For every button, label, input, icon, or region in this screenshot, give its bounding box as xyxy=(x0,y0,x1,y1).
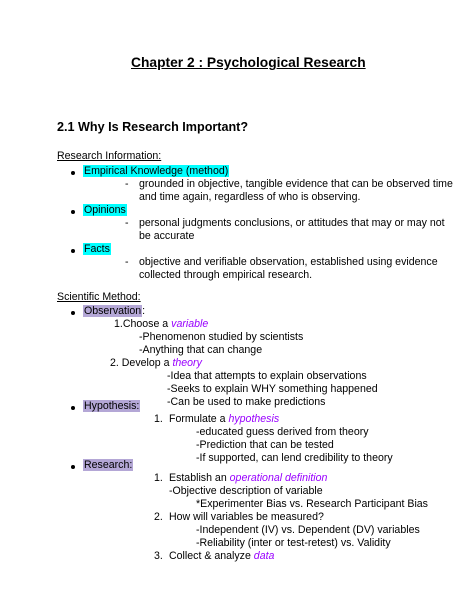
step-line: Formulate a hypothesis xyxy=(169,413,280,425)
definition-line: personal judgments conclusions, or attitudes that may or may not xyxy=(139,217,445,229)
bullet xyxy=(71,171,75,175)
step-line: 2. Develop a theory xyxy=(110,357,202,369)
detail-line: -Idea that attempts to explain observations xyxy=(167,370,367,382)
detail-line: -Prediction that can be tested xyxy=(196,439,334,451)
detail-line: -Objective description of variable xyxy=(169,485,323,497)
term-hypothesis: Hypothesis: xyxy=(84,400,140,412)
section-heading: 2.1 Why Is Research Important? xyxy=(57,120,249,134)
step-number: 3. xyxy=(154,550,163,562)
term-opinions: Opinions xyxy=(84,204,126,216)
bullet xyxy=(71,210,75,214)
detail-line: *Experimenter Bias vs. Research Participant Bias xyxy=(196,498,428,510)
term-empirical-knowledge: Empirical Knowledge (method) xyxy=(84,165,229,177)
detail-line: -Can be used to make predictions xyxy=(167,396,326,408)
keyword-theory: theory xyxy=(172,357,202,369)
term-observation: Observation xyxy=(84,305,142,317)
step-number: 2. xyxy=(154,511,163,523)
detail-line: -Anything that can change xyxy=(139,344,263,356)
step-number: 1. xyxy=(154,472,163,484)
detail-line: -If supported, can lend credibility to theory xyxy=(196,452,393,464)
step-line: Establish an operational definition xyxy=(169,472,328,484)
keyword-hypothesis: hypothesis xyxy=(228,413,280,425)
step-line: How will variables be measured? xyxy=(169,511,324,523)
term-facts: Facts xyxy=(84,243,110,255)
bullet xyxy=(71,311,75,315)
keyword-operational-definition: operational definition xyxy=(229,472,328,484)
dash: - xyxy=(125,256,129,268)
bullet xyxy=(71,465,75,469)
keyword-data: data xyxy=(253,550,275,562)
term-research: Research: xyxy=(84,459,133,471)
detail-line: -Independent (IV) vs. Dependent (DV) variables xyxy=(196,524,420,536)
definition-line: be accurate xyxy=(139,230,195,242)
dash: - xyxy=(125,217,129,229)
bullet xyxy=(71,406,75,410)
research-info-heading: Research Information: xyxy=(57,150,162,162)
step-line: 1.Choose a variable xyxy=(114,318,209,330)
definition-line: collected through empirical research. xyxy=(139,269,313,281)
page-title: Chapter 2 : Psychological Research xyxy=(131,55,366,70)
document-page: Chapter 2 : Psychological Research 2.1 Why Is Research Important? Research Information: Empirical Knowledge (method) - grounded in objective, tangible evidence that can be observed time and time again, regardless of who is observing. Opinions - personal judgments conclusions, or attitudes that may or may not be accurate Facts - objective and verifiable observation, established using evidence collected through empirical research. Scientific Method: Observation: 1.Choose a variable -Phenomenon studied by scientists -Anything that can change 2. Develop a theory -Idea that attempts to explain observations -Seeks to explain WHY something happened -Can be used to make predictions Hypothesis: 1. Formulate a hypothesis -educated guess derived from theory -Prediction that can be tested -If supported, can lend credibility to theory Research: 1. Establish an operational definition -Objective description of variable *Experimenter Bias vs. Research Participant Bias 2. How will variables be measured? -Independent (IV) vs. Dependent (DV) variables -Reliability (inter or test-retest) vs. Validity 3. Collect & analyze data xyxy=(57,55,453,562)
step-line: Collect & analyze data xyxy=(169,550,275,562)
keyword-variable: variable xyxy=(171,318,209,330)
detail-line: -Reliability (inter or test-retest) vs. Validity xyxy=(196,537,391,549)
detail-line: -Seeks to explain WHY something happened xyxy=(167,383,378,395)
step-number: 1. xyxy=(154,413,163,425)
definition-line: and time again, regardless of who is observing. xyxy=(139,191,361,203)
definition-line: objective and verifiable observation, established using evidence xyxy=(139,256,438,268)
scientific-method-heading: Scientific Method: xyxy=(57,291,141,303)
bullet xyxy=(71,249,75,253)
definition-line: grounded in objective, tangible evidence that can be observed time xyxy=(139,178,453,190)
detail-line: -Phenomenon studied by scientists xyxy=(139,331,304,343)
detail-line: -educated guess derived from theory xyxy=(196,426,369,438)
dash: - xyxy=(125,178,129,190)
